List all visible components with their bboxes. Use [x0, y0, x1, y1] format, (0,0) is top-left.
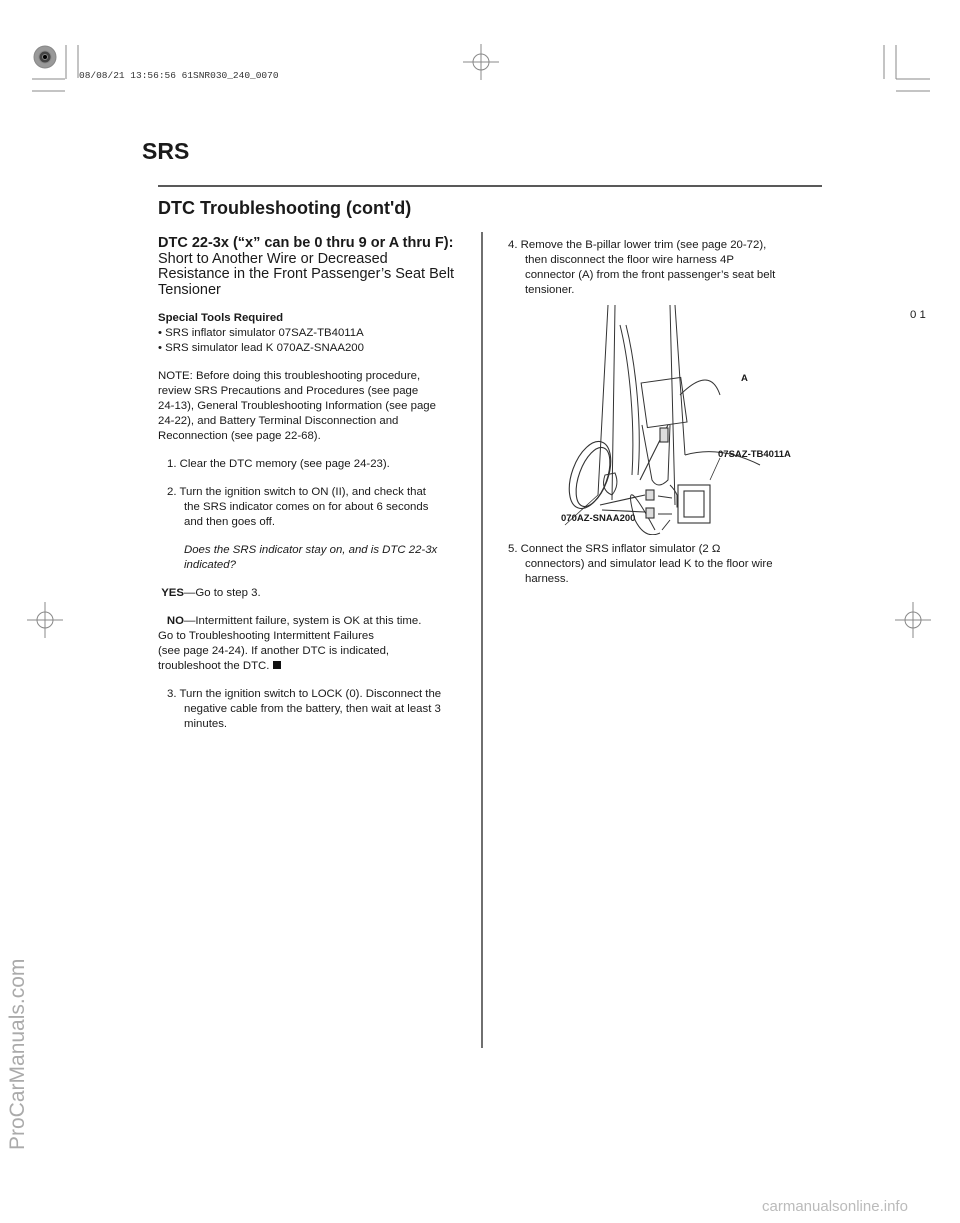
yes-text: Go to step 3.: [195, 587, 261, 599]
label-connector-a: A: [741, 373, 748, 384]
tool-item: • SRS simulator lead K 070AZ-SNAA200: [158, 342, 364, 354]
step-4-line: tensioner.: [525, 284, 575, 296]
end-mark-icon: [273, 661, 281, 669]
dtc-desc-line: Tensioner: [158, 281, 221, 298]
question: Does the SRS indicator stay on, and is DTC 22-3x: [184, 544, 438, 556]
step-3-cont: minutes.: [184, 718, 228, 730]
tools-heading: Special Tools Required: [158, 312, 284, 324]
section-title: SRS: [142, 138, 190, 164]
no-text: (see page 24-24). If another DTC is indicated,: [158, 645, 390, 657]
step-4-line: 4. Remove the B-pillar lower trim (see page 20-72),: [508, 239, 767, 251]
step-5-line: 5. Connect the SRS inflator simulator (2 Ω: [508, 543, 721, 555]
dtc-desc-line: Resistance in the Front Passenger’s Seat Belt: [158, 266, 455, 282]
yes-label: YES: [161, 587, 184, 599]
step-2-cont: and then goes off.: [184, 516, 275, 528]
step-3-cont: negative cable from the battery, then wait at least 3: [184, 703, 441, 715]
watermark-bottom: carmanualsonline.info: [762, 1198, 908, 1215]
question: indicated?: [184, 559, 236, 571]
step-1: 1. Clear the DTC memory (see page 24-23).: [167, 458, 390, 470]
watermark-left: ProCarManuals.com: [6, 958, 29, 1150]
dtc-heading: [158, 236, 454, 298]
margin-code: 0 1: [910, 309, 926, 321]
step-4-line: then disconnect the floor wire harness 4P: [525, 254, 734, 266]
step-4: [508, 238, 775, 298]
no-branch: NO—Intermittent failure, system is OK at this time.: [158, 614, 441, 629]
no-text: troubleshoot the DTC.: [158, 660, 270, 672]
page-title: DTC Troubleshooting (cont'd): [158, 198, 412, 218]
tool-item: • SRS inflator simulator 07SAZ-TB4011A: [158, 327, 364, 339]
step-3: 3. Turn the ignition switch to LOCK (0). Disconnect the: [167, 688, 442, 700]
note-line: Reconnection (see page 22-68).: [158, 430, 321, 442]
step-5-line: harness.: [525, 573, 569, 585]
no-text: Go to Troubleshooting Intermittent Failures: [158, 630, 374, 642]
step-2: 2. Turn the ignition switch to ON (II), and check that: [167, 486, 426, 498]
step-2-cont: the SRS indicator comes on for about 6 seconds: [184, 501, 429, 513]
print-stamp: 08/08/21 13:56:56 61SNR030_240_0070: [79, 70, 279, 81]
dtc-code: DTC 22-3x (“x” can be 0 thru 9 or A thru F):: [158, 235, 454, 251]
dtc-desc-line: Short to Another Wire or Decreased: [158, 250, 388, 267]
left-column: [158, 311, 441, 732]
label-simulator-lead: 070AZ-SNAA200: [561, 513, 636, 524]
note-line: review SRS Precautions and Procedures (see page: [158, 385, 419, 397]
no-text: Intermittent failure, system is OK at this time.: [195, 615, 422, 627]
yes-branch: YES—Go to step 3.: [158, 586, 441, 601]
step-5: [508, 542, 773, 587]
note-line: NOTE: Before doing this troubleshooting procedure,: [158, 370, 421, 382]
step-4-line: connector (A) from the front passenger’s seat belt: [525, 269, 776, 281]
label-inflator-simulator: 07SAZ-TB4011A: [718, 449, 791, 460]
note-line: 24-13), General Troubleshooting Information (see page: [158, 400, 436, 412]
step-5-line: connectors) and simulator lead K to the floor wire: [525, 558, 773, 570]
no-label: NO: [166, 615, 184, 627]
note-line: 24-22), and Battery Terminal Disconnection and: [158, 415, 399, 427]
